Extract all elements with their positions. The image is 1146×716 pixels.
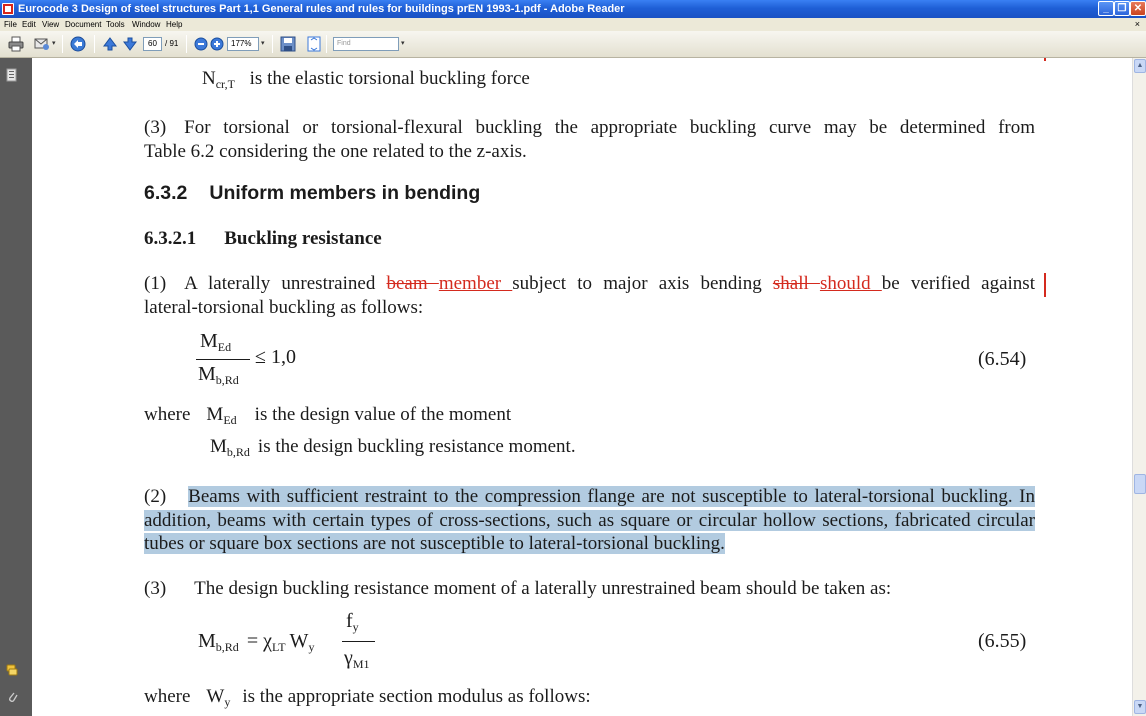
zoom-level-input[interactable]: 177% — [227, 37, 259, 51]
equation-rhs: ≤ 1,0 — [255, 346, 296, 368]
paragraph-number: (2) — [144, 486, 167, 507]
find-dropdown-icon[interactable]: ▾ — [401, 40, 405, 47]
fraction-bar — [196, 359, 250, 360]
zoom-in-icon[interactable] — [209, 36, 225, 52]
toolbar-divider — [272, 35, 273, 53]
equation-label: (6.54) — [978, 348, 1027, 370]
fit-page-icon[interactable] — [306, 36, 322, 52]
paragraph-number: (1) — [144, 273, 167, 294]
toolbar-divider — [62, 35, 63, 53]
menu-bar — [0, 18, 1146, 31]
symbol-w: W — [206, 686, 225, 707]
page-number-input[interactable]: 60 — [143, 37, 162, 51]
title-bar — [0, 0, 1146, 18]
subscript: y — [308, 640, 315, 654]
change-bar — [1044, 273, 1046, 297]
menu-file[interactable]: File — [4, 20, 17, 29]
symbol-m: M — [198, 363, 216, 385]
symbol-w: W — [289, 630, 309, 652]
symbol-m: M — [200, 330, 218, 352]
paragraph-number: (3) — [144, 117, 167, 138]
paragraph-text: A laterally unrestrained — [184, 273, 387, 294]
vertical-scrollbar[interactable] — [1132, 58, 1146, 716]
paragraph-line: lateral-torsional buckling as follows: — [144, 296, 424, 318]
subscript: Ed — [223, 413, 237, 427]
where-keyword: where — [144, 404, 191, 425]
page-count: / 91 — [165, 39, 179, 48]
toolbar-divider — [186, 35, 187, 53]
next-page-icon[interactable] — [122, 36, 138, 52]
email-icon[interactable] — [34, 36, 50, 52]
definition-text: is the design buckling resistance moment. — [257, 436, 576, 457]
scroll-up-icon[interactable]: ▲ — [1134, 59, 1146, 73]
save-icon[interactable] — [280, 36, 296, 52]
symbol-m: M — [198, 630, 216, 652]
subsection-title: Buckling resistance — [224, 228, 382, 249]
email-dropdown-icon[interactable]: ▾ — [52, 40, 56, 47]
symbol-n: N — [202, 68, 216, 89]
definition-text: is the elastic torsional buckling force — [249, 68, 530, 89]
menu-document[interactable]: Document — [65, 20, 102, 29]
section-title: Uniform members in bending — [209, 182, 481, 204]
minimize-button[interactable]: _ — [1098, 1, 1114, 16]
paragraph-line: For torsional or torsional-flexural buckling the appropriate buckling curve may be determined from — [184, 117, 1035, 138]
navigation-pane — [0, 58, 24, 716]
selected-text[interactable]: Beams with sufficient restraint to the compression flange are not susceptible to lateral-torsional buckling. In addition, beams with certain types of cross-sections, such as square or circular hollow sections, fabricated circular tubes or square box sections are not susceptible to lateral-torsional buckling. — [144, 486, 1035, 554]
fraction-bar — [342, 641, 375, 642]
equals-sign: = — [246, 630, 259, 652]
paragraph-text: subject to major axis bending — [512, 273, 773, 294]
symbol-m: M — [206, 404, 224, 425]
prev-page-icon[interactable] — [102, 36, 118, 52]
where-clause-1 — [144, 404, 511, 426]
scroll-thumb[interactable] — [1134, 474, 1146, 494]
where-clause-3 — [144, 686, 591, 708]
adobe-reader-icon — [2, 3, 14, 15]
close-button[interactable]: ✕ — [1130, 1, 1146, 16]
pages-panel-icon[interactable] — [6, 68, 18, 82]
equation-denominator — [344, 647, 370, 670]
menu-help[interactable]: Help — [166, 20, 183, 29]
subsection-heading — [144, 228, 382, 250]
paragraph-3-torsional — [144, 116, 1035, 163]
inserted-text: should — [819, 273, 882, 294]
pdf-page — [32, 58, 1132, 716]
document-viewport[interactable] — [24, 58, 1132, 716]
subscript: b,Rd — [215, 640, 239, 654]
subscript: LT — [271, 640, 286, 654]
maximize-button[interactable]: ❐ — [1114, 1, 1130, 16]
subscript: M1 — [352, 657, 370, 671]
equation-numerator — [200, 330, 231, 353]
print-icon[interactable] — [8, 36, 24, 52]
comments-panel-icon[interactable] — [6, 663, 18, 677]
subscript: y — [224, 695, 231, 709]
symbol-m: M — [210, 436, 227, 457]
subscript: b,Rd — [215, 373, 239, 387]
close-document-icon[interactable]: × — [1134, 19, 1140, 29]
menu-edit[interactable]: Edit — [22, 20, 36, 29]
subscript: b,Rd — [226, 445, 250, 459]
inserted-text: member — [438, 273, 513, 294]
definition-text: is the appropriate section modulus as follows: — [242, 686, 591, 707]
subscript-crt: cr,T — [215, 77, 235, 91]
toolbar-divider — [94, 35, 95, 53]
paragraph-line: Table 6.2 considering the one related to the z-axis. — [144, 140, 527, 162]
paragraph-text: be verified against — [881, 273, 1035, 294]
zoom-dropdown-icon[interactable]: ▾ — [261, 40, 265, 47]
equation-label: (6.55) — [978, 630, 1027, 652]
scroll-down-icon[interactable]: ▼ — [1134, 700, 1146, 714]
definition-ncrt — [202, 68, 530, 90]
attachments-icon[interactable] — [6, 690, 18, 704]
section-heading — [144, 182, 480, 204]
equation-lhs — [198, 630, 314, 653]
toolbar-divider — [326, 35, 327, 53]
collaborate-icon[interactable] — [70, 36, 86, 52]
definition-text: is the design value of the moment — [254, 404, 512, 425]
subsection-number: 6.3.2.1 — [144, 228, 197, 249]
paragraph-number: (3) — [144, 578, 167, 599]
window-title: Eurocode 3 Design of steel structures Part 1,1 General rules and rules for buildings prEN 1993-1.pdf - Adobe Reader — [18, 3, 625, 15]
menu-window[interactable]: Window — [132, 20, 161, 29]
menu-view[interactable]: View — [42, 20, 60, 29]
where-clause-2 — [210, 436, 576, 458]
symbol-gamma: γ — [344, 647, 353, 669]
deleted-text: beam — [386, 273, 439, 294]
deleted-text: shall — [772, 273, 820, 294]
subscript: y — [352, 620, 359, 634]
equation-denominator — [198, 363, 239, 386]
paragraph-2-selected[interactable] — [144, 485, 1035, 556]
where-keyword: where — [144, 686, 191, 707]
paragraph-1 — [144, 272, 1035, 319]
zoom-out-icon[interactable] — [193, 36, 209, 52]
toolbar — [0, 31, 1146, 58]
subscript: Ed — [217, 340, 232, 354]
paragraph-text: The design buckling resistance moment of a laterally unrestrained beam should be taken as: — [194, 578, 892, 599]
section-number: 6.3.2 — [144, 182, 188, 204]
find-input[interactable]: Find — [333, 37, 399, 51]
symbol-f: f — [346, 610, 353, 632]
paragraph-3-design — [144, 578, 891, 600]
equation-numerator — [346, 610, 359, 633]
change-bar — [1044, 58, 1046, 61]
menu-tools[interactable]: Tools — [106, 20, 125, 29]
symbol-chi: χ — [263, 630, 272, 652]
